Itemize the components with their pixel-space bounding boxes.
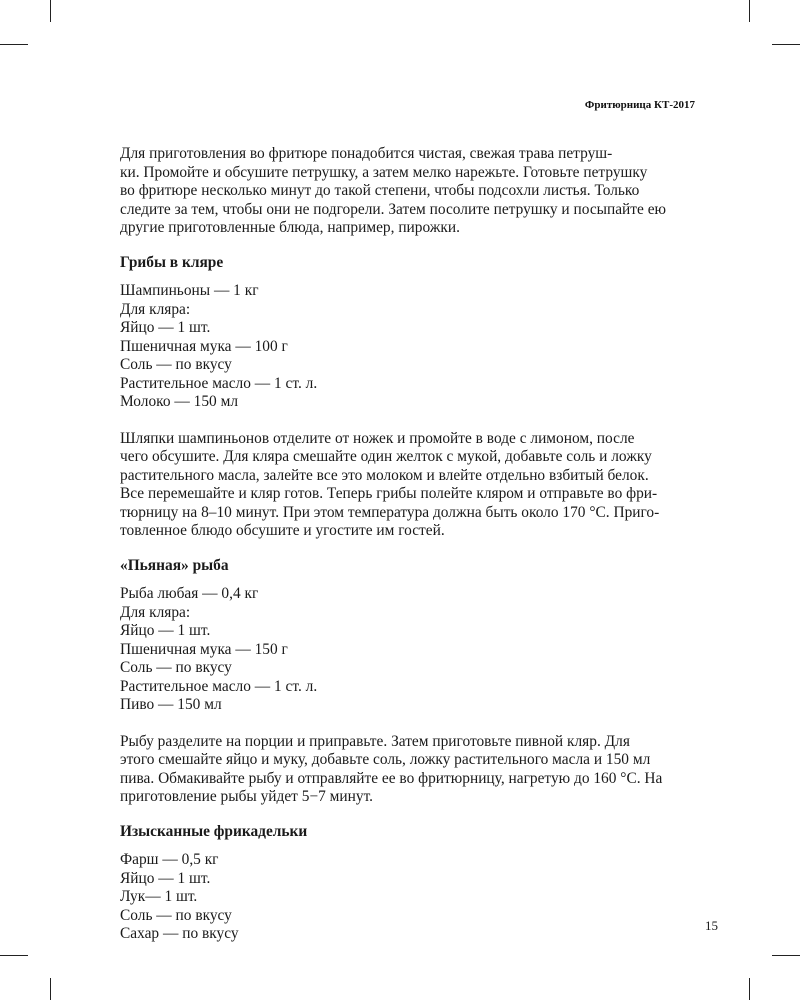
ingredient-item: Пиво — 150 мл xyxy=(120,696,222,713)
paragraph-line: пива. Обмакивайте рыбу и отправляйте ее во фритюрницу, нагретую до 160 °С. На xyxy=(120,769,663,787)
paragraph-line: следите за тем, чтобы они не подгорели. Затем посолите петрушку и посыпайте ею xyxy=(120,200,667,218)
ingredient-item: Соль — по вкусу xyxy=(120,906,232,924)
ingredient-item: Соль — по вкусу xyxy=(120,356,232,373)
recipe-title: Изысканные фрикадельки xyxy=(120,822,308,840)
paragraph-line: Для приготовления во фритюре понадобится чистая, свежая трава петруш- xyxy=(120,145,613,162)
paragraph-line: чего обсушите. Для кляра смешайте один желток с мукой, добавьте соль и ложку xyxy=(120,448,652,465)
paragraph-line: Все перемешайте и кляр готов. Теперь грибы полейте кляром и отправьте во фри- xyxy=(120,485,658,502)
ingredient-item: Яйцо — 1 шт. xyxy=(120,869,211,887)
ingredient-list xyxy=(120,851,693,944)
paragraph-line: тюрницу на 8–10 минут. При этом температура должна быть около 170 °С. Приго- xyxy=(120,503,660,521)
crop-mark-top-left-horizontal xyxy=(0,44,28,45)
ingredient-item: Фарш — 0,5 кг xyxy=(120,851,219,868)
ingredient-item: Яйцо — 1 шт. xyxy=(120,319,211,336)
paragraph-line: Шляпки шампиньонов отделите от ножек и промойте в воде с лимоном, после xyxy=(120,429,635,447)
intro-paragraph xyxy=(96,145,693,238)
ingredient-item: Яйцо — 1 шт. xyxy=(120,622,211,639)
paragraph-line: во фритюре несколько минут до такой степени, чтобы подсохли листья. Только xyxy=(120,182,640,199)
crop-mark-bottom-right-vertical xyxy=(749,978,750,1000)
crop-mark-bottom-left-vertical xyxy=(50,978,51,1000)
ingredient-item: Молоко — 150 мл xyxy=(120,393,238,410)
paragraph-line: этого смешайте яйцо и муку, добавьте соль, ложку растительного масла и 150 мл xyxy=(120,751,651,768)
running-header: Фритюрница КТ-2017 xyxy=(584,99,695,111)
paragraph-line: ки. Промойте и обсушите петрушку, а затем мелко нарежьте. Готовьте петрушку xyxy=(120,163,648,181)
crop-mark-top-right-horizontal xyxy=(772,44,800,45)
ingredient-item: Пшеничная мука — 100 г xyxy=(120,337,288,355)
recipe-meatballs xyxy=(96,823,693,944)
ingredient-item: Растительное масло — 1 ст. л. xyxy=(120,374,318,392)
paragraph-line: приготовление рыбы уйдет 5−7 минут. xyxy=(120,788,373,805)
ingredient-list xyxy=(120,282,693,412)
page-content xyxy=(96,145,693,944)
page-number: 15 xyxy=(705,918,718,933)
crop-mark-bottom-right-horizontal xyxy=(772,955,800,956)
ingredient-item: Лук— 1 шт. xyxy=(120,888,198,905)
recipe-instructions xyxy=(96,733,693,807)
crop-mark-top-left-vertical xyxy=(50,0,51,22)
ingredient-list xyxy=(120,585,693,715)
recipe-instructions xyxy=(96,430,693,541)
recipe-title: «Пьяная» рыба xyxy=(120,556,229,574)
ingredient-item: Для кляра: xyxy=(120,603,191,621)
paragraph-line: другие приготовленные блюда, например, пирожки. xyxy=(120,219,460,236)
recipe-drunken-fish xyxy=(96,557,693,807)
paragraph-line: Рыбу разделите на порции и приправьте. Затем приготовьте пивной кляр. Для xyxy=(120,732,630,750)
ingredient-item: Рыба любая — 0,4 кг xyxy=(120,585,259,602)
ingredient-item: Для кляра: xyxy=(120,300,191,318)
recipe-title: Грибы в кляре xyxy=(120,253,224,271)
crop-mark-top-right-vertical xyxy=(749,0,750,22)
ingredient-item: Соль — по вкусу xyxy=(120,659,232,676)
ingredient-item: Растительное масло — 1 ст. л. xyxy=(120,677,318,695)
ingredient-item: Сахар — по вкусу xyxy=(120,925,239,942)
recipe-mushrooms xyxy=(96,254,693,541)
ingredient-item: Шампиньоны — 1 кг xyxy=(120,282,259,299)
paragraph-line: товленное блюдо обсушите и угостите им гостей. xyxy=(120,522,445,539)
crop-mark-bottom-left-horizontal xyxy=(0,955,28,956)
ingredient-item: Пшеничная мука — 150 г xyxy=(120,640,288,658)
paragraph-line: растительного масла, залейте все это молоком и влейте отдельно взбитый белок. xyxy=(120,466,649,484)
